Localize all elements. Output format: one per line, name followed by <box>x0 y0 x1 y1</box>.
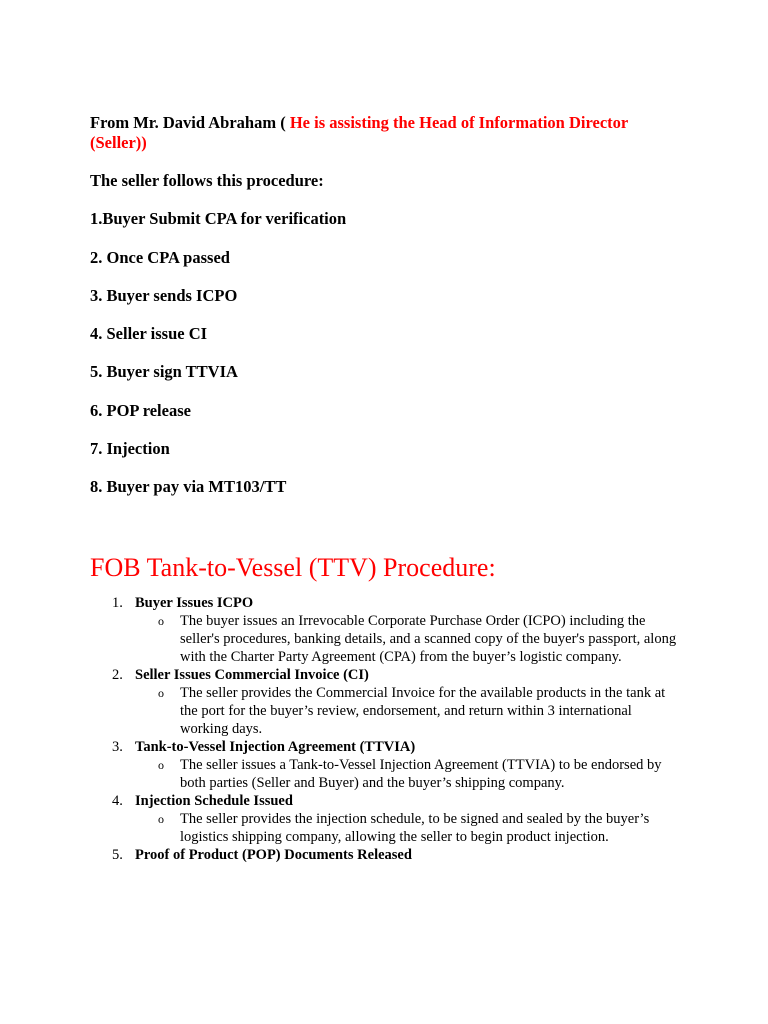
ttv-procedure-item <box>90 792 680 846</box>
ttv-procedure-item <box>90 846 680 864</box>
from-line <box>90 113 680 153</box>
item-title: Tank-to-Vessel Injection Agreement (TTVIA) <box>135 739 416 756</box>
item-detail-list <box>135 810 680 846</box>
item-number: 2. <box>112 667 123 684</box>
ttv-procedure-item <box>90 666 680 738</box>
item-detail-text: The buyer issues an Irrevocable Corporate Purchase Order (ICPO) including the seller's procedures, banking details, and a scanned copy of the buyer's passport, along with the Charter Party Agreement (CPA) from the buyer’s logistic company. <box>180 613 677 666</box>
item-detail-list <box>135 612 680 666</box>
item-detail <box>135 756 680 792</box>
circle-bullet-icon: o <box>158 614 164 629</box>
circle-bullet-icon: o <box>158 758 164 773</box>
circle-bullet-icon: o <box>158 812 164 827</box>
ttv-procedure-item <box>90 738 680 792</box>
document-page <box>90 113 680 864</box>
procedure-step: 1.Buyer Submit CPA for verification <box>90 209 347 229</box>
procedure-step: 2. Once CPA passed <box>90 247 230 267</box>
item-detail-text: The seller provides the Commercial Invoice for the available products in the tank at the port for the buyer’s review, endorsement, and return within 3 international working days. <box>180 685 666 738</box>
item-title: Proof of Product (POP) Documents Released <box>135 847 412 864</box>
ttv-procedure-list <box>90 594 680 864</box>
ttv-procedure-item <box>90 594 680 666</box>
item-detail-text: The seller issues a Tank-to-Vessel Injection Agreement (TTVIA) to be endorsed by both parties (Seller and Buyer) and the buyer’s shipping company. <box>180 757 662 792</box>
circle-bullet-icon: o <box>158 686 164 701</box>
item-number: 3. <box>112 739 123 756</box>
item-number: 5. <box>112 847 123 864</box>
item-detail <box>135 810 680 846</box>
from-highlight: He is assisting the Head of Information Director (Seller)) <box>90 113 628 152</box>
item-detail <box>135 684 680 738</box>
item-detail-text: The seller provides the injection schedule, to be signed and sealed by the buyer’s logistics shipping company, allowing the seller to begin product injection. <box>180 811 650 846</box>
procedure-step: 4. Seller issue CI <box>90 324 208 344</box>
procedure-steps-list <box>90 209 680 497</box>
item-detail-list <box>135 756 680 792</box>
procedure-step: 7. Injection <box>90 439 170 459</box>
intro-text: The seller follows this procedure: <box>90 171 324 190</box>
item-number: 1. <box>112 595 123 612</box>
item-number: 4. <box>112 793 123 810</box>
item-title: Buyer Issues ICPO <box>135 595 254 612</box>
item-title: Seller Issues Commercial Invoice (CI) <box>135 667 369 684</box>
from-prefix: From Mr. David Abraham ( <box>90 113 290 132</box>
item-detail-list <box>135 684 680 738</box>
procedure-step: 3. Buyer sends ICPO <box>90 285 238 305</box>
procedure-step: 8. Buyer pay via MT103/TT <box>90 477 287 497</box>
procedure-step: 6. POP release <box>90 400 191 420</box>
item-title: Injection Schedule Issued <box>135 793 293 810</box>
section-heading: FOB Tank-to-Vessel (TTV) Procedure: <box>90 553 496 583</box>
item-detail <box>135 612 680 666</box>
procedure-step: 5. Buyer sign TTVIA <box>90 362 238 382</box>
